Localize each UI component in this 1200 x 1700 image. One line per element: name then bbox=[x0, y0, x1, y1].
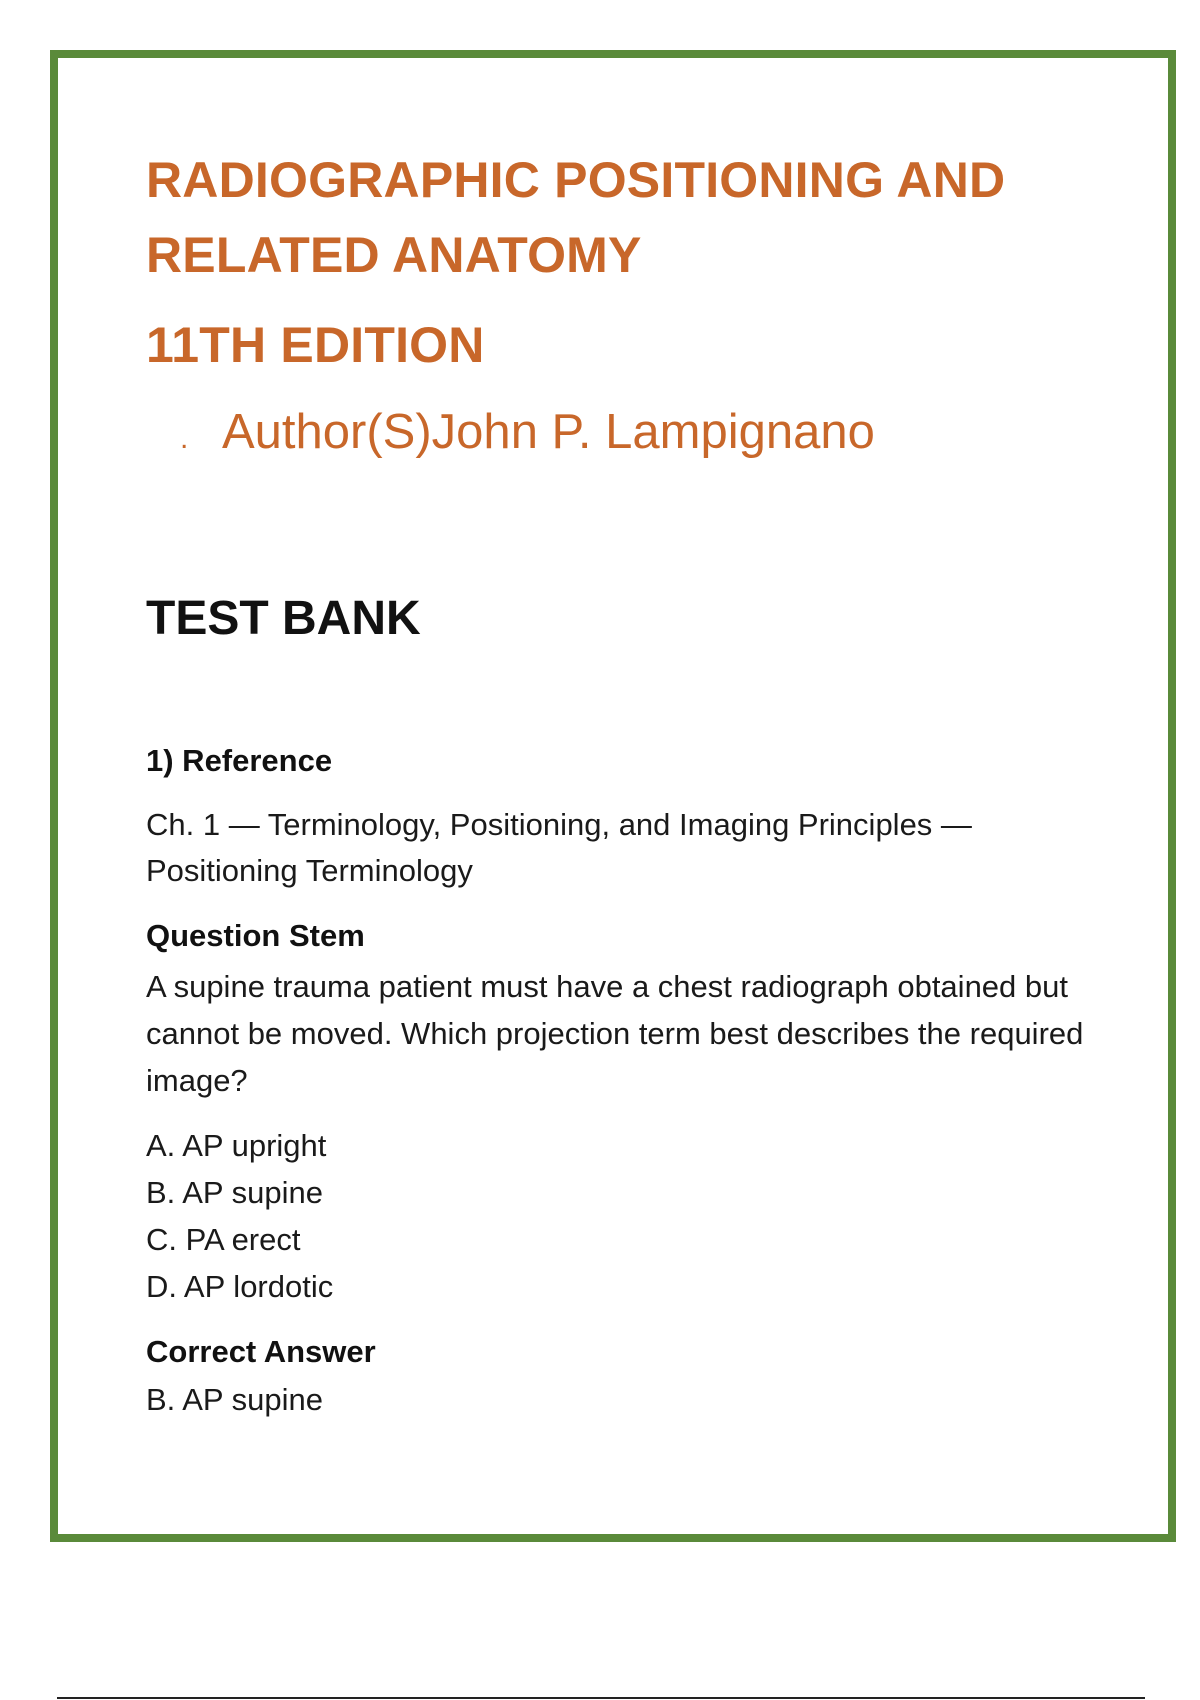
author-bullet: . bbox=[180, 422, 189, 455]
question-stem-text: A supine trauma patient must have a chest radiograph obtained but cannot be moved. Which projection term best describes the required image? bbox=[146, 969, 1084, 1098]
author-name: Author(S)John P. Lampignano bbox=[222, 405, 875, 459]
edition-label: 11TH EDITION bbox=[146, 317, 485, 373]
correct-answer-text: B. AP supine bbox=[146, 1382, 323, 1417]
reference-heading: 1) Reference bbox=[146, 743, 333, 778]
correct-answer-heading: Correct Answer bbox=[146, 1334, 376, 1369]
footer-divider bbox=[57, 1697, 1145, 1699]
option-a: A. AP upright bbox=[146, 1128, 327, 1163]
option-c: C. PA erect bbox=[146, 1222, 301, 1257]
title-line-2: RELATED ANATOMY bbox=[146, 227, 642, 283]
question-stem-heading: Question Stem bbox=[146, 918, 365, 953]
answer-options bbox=[146, 1122, 333, 1310]
option-b: B. AP supine bbox=[146, 1175, 323, 1210]
option-d: D. AP lordotic bbox=[146, 1269, 334, 1304]
reference-text: Ch. 1 — Terminology, Positioning, and Imaging Principles — Positioning Terminology bbox=[146, 807, 972, 888]
test-bank-heading: TEST BANK bbox=[146, 592, 421, 645]
title-line-1: RADIOGRAPHIC POSITIONING AND bbox=[146, 152, 1006, 208]
author-row bbox=[180, 405, 875, 459]
